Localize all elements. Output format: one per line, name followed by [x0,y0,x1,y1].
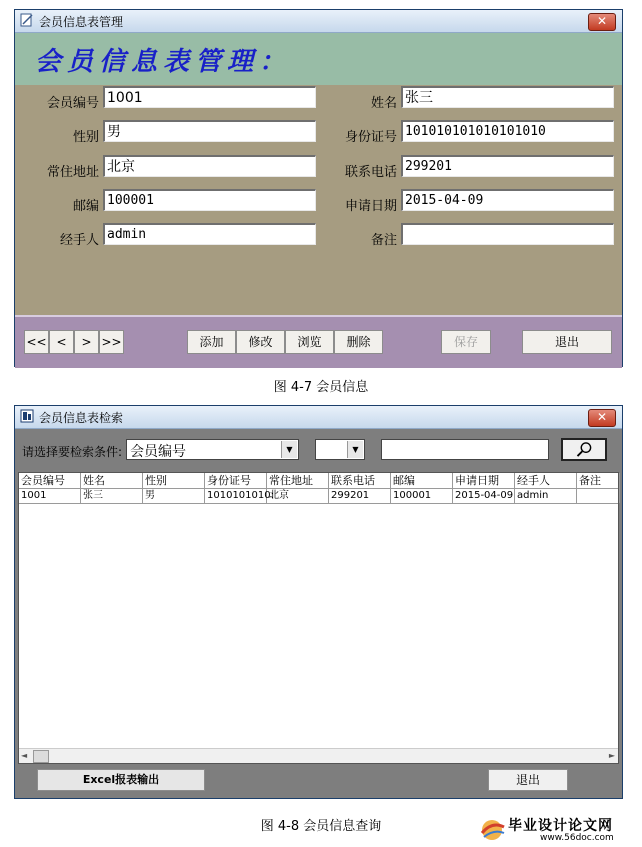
window-title: 会员信息表检索 [39,411,124,425]
id-card-field[interactable]: 101010101010101010 [401,120,614,142]
column-header[interactable]: 常住地址 [267,473,329,488]
edit-button[interactable]: 修改 [236,330,285,354]
table-cell[interactable]: 张三 [81,488,143,503]
bottom-toolbar [15,315,622,368]
app-icon [20,409,34,423]
magnifier-icon [575,442,595,457]
name-label: 姓名 [370,96,397,111]
scroll-left-icon[interactable]: ◄ [21,751,28,760]
form-heading: 会员信息表管理： [35,47,292,77]
phone-label: 联系电话 [344,165,397,180]
chevron-down-icon[interactable]: ▼ [281,441,297,458]
delete-button[interactable]: 删除 [334,330,383,354]
remark-field[interactable] [401,223,614,245]
member-search-window [14,405,623,799]
gender-label: 性别 [72,130,99,145]
column-header[interactable]: 邮编 [391,473,453,488]
handler-label: 经手人 [59,233,99,248]
table-cell[interactable] [577,488,620,503]
app-icon [20,13,34,27]
table-cell[interactable]: 男 [143,488,205,503]
next-record-button[interactable]: > [74,330,99,354]
globe-logo-icon [478,817,508,843]
column-header[interactable]: 会员编号 [19,473,81,488]
handler-field[interactable]: admin [103,223,316,245]
column-header[interactable]: 经手人 [515,473,577,488]
heading-banner [15,33,622,85]
column-header[interactable]: 姓名 [81,473,143,488]
member-id-field[interactable]: 1001 [103,86,316,108]
scroll-right-icon[interactable]: ► [608,751,615,760]
table-row[interactable] [19,473,618,503]
window-title: 会员信息表管理 [39,15,124,29]
table-cell[interactable]: 1001 [19,488,81,503]
address-field[interactable]: 北京 [103,155,316,177]
exit-button[interactable]: 退出 [488,769,568,791]
apply-date-label: 申请日期 [344,199,397,214]
horizontal-scrollbar[interactable] [19,748,618,763]
table-cell[interactable]: 100001 [391,488,453,503]
results-grid[interactable] [18,472,619,764]
figure-caption-1: 图 4-7 会员信息 [273,380,369,395]
watermark-url: www.56doc.com [540,833,614,843]
phone-field[interactable]: 299201 [401,155,614,177]
close-button[interactable]: ✕ [588,409,616,427]
prev-record-button[interactable]: < [49,330,74,354]
operator-select[interactable] [315,439,365,460]
row-divider [19,503,618,504]
column-header[interactable]: 联系电话 [329,473,391,488]
id-card-label: 身份证号 [344,130,397,145]
chevron-down-icon[interactable]: ▼ [347,441,363,458]
watermark [478,815,638,845]
member-id-label: 会员编号 [46,96,99,111]
name-field[interactable]: 张三 [401,86,614,108]
search-field-value: 会员编号 [130,444,186,460]
table-cell[interactable]: 1010101010: [207,490,274,501]
search-button[interactable] [561,438,607,461]
column-header[interactable]: 申请日期 [453,473,515,488]
table-cell[interactable]: 2015-04-09 [455,490,514,501]
column-header[interactable]: 性别 [143,473,205,488]
save-button[interactable]: 保存 [441,330,491,354]
address-label: 常住地址 [46,165,99,180]
search-input[interactable] [381,439,549,460]
first-record-button[interactable]: << [24,330,49,354]
window-titlebar [15,10,622,33]
close-button[interactable]: ✕ [588,13,616,31]
table-cell[interactable]: 299201 [329,488,391,503]
watermark-title: 毕业设计论文网 [508,818,613,834]
remark-label: 备注 [370,233,397,248]
figure-caption-2: 图 4-8 会员信息查询 [260,819,382,834]
table-cell[interactable]: admin [515,488,577,503]
apply-date-field[interactable]: 2015-04-09 [401,189,614,211]
column-header[interactable]: 身份证号 [205,473,267,488]
browse-button[interactable]: 浏览 [285,330,334,354]
zip-label: 邮编 [72,199,99,214]
excel-export-button[interactable]: Excel报表输出 [37,769,205,791]
member-manage-window [14,9,623,367]
gender-field[interactable]: 男 [103,120,316,142]
search-field-select[interactable] [126,439,299,460]
last-record-button[interactable]: >> [99,330,124,354]
add-button[interactable]: 添加 [187,330,236,354]
column-header[interactable]: 备注 [577,473,620,488]
table-cell[interactable]: 北京 [267,488,329,503]
search-condition-label: 请选择要检索条件: [22,445,123,459]
window-titlebar [15,406,622,429]
zip-field[interactable]: 100001 [103,189,316,211]
scroll-thumb[interactable] [33,750,49,763]
exit-button[interactable]: 退出 [522,330,612,354]
